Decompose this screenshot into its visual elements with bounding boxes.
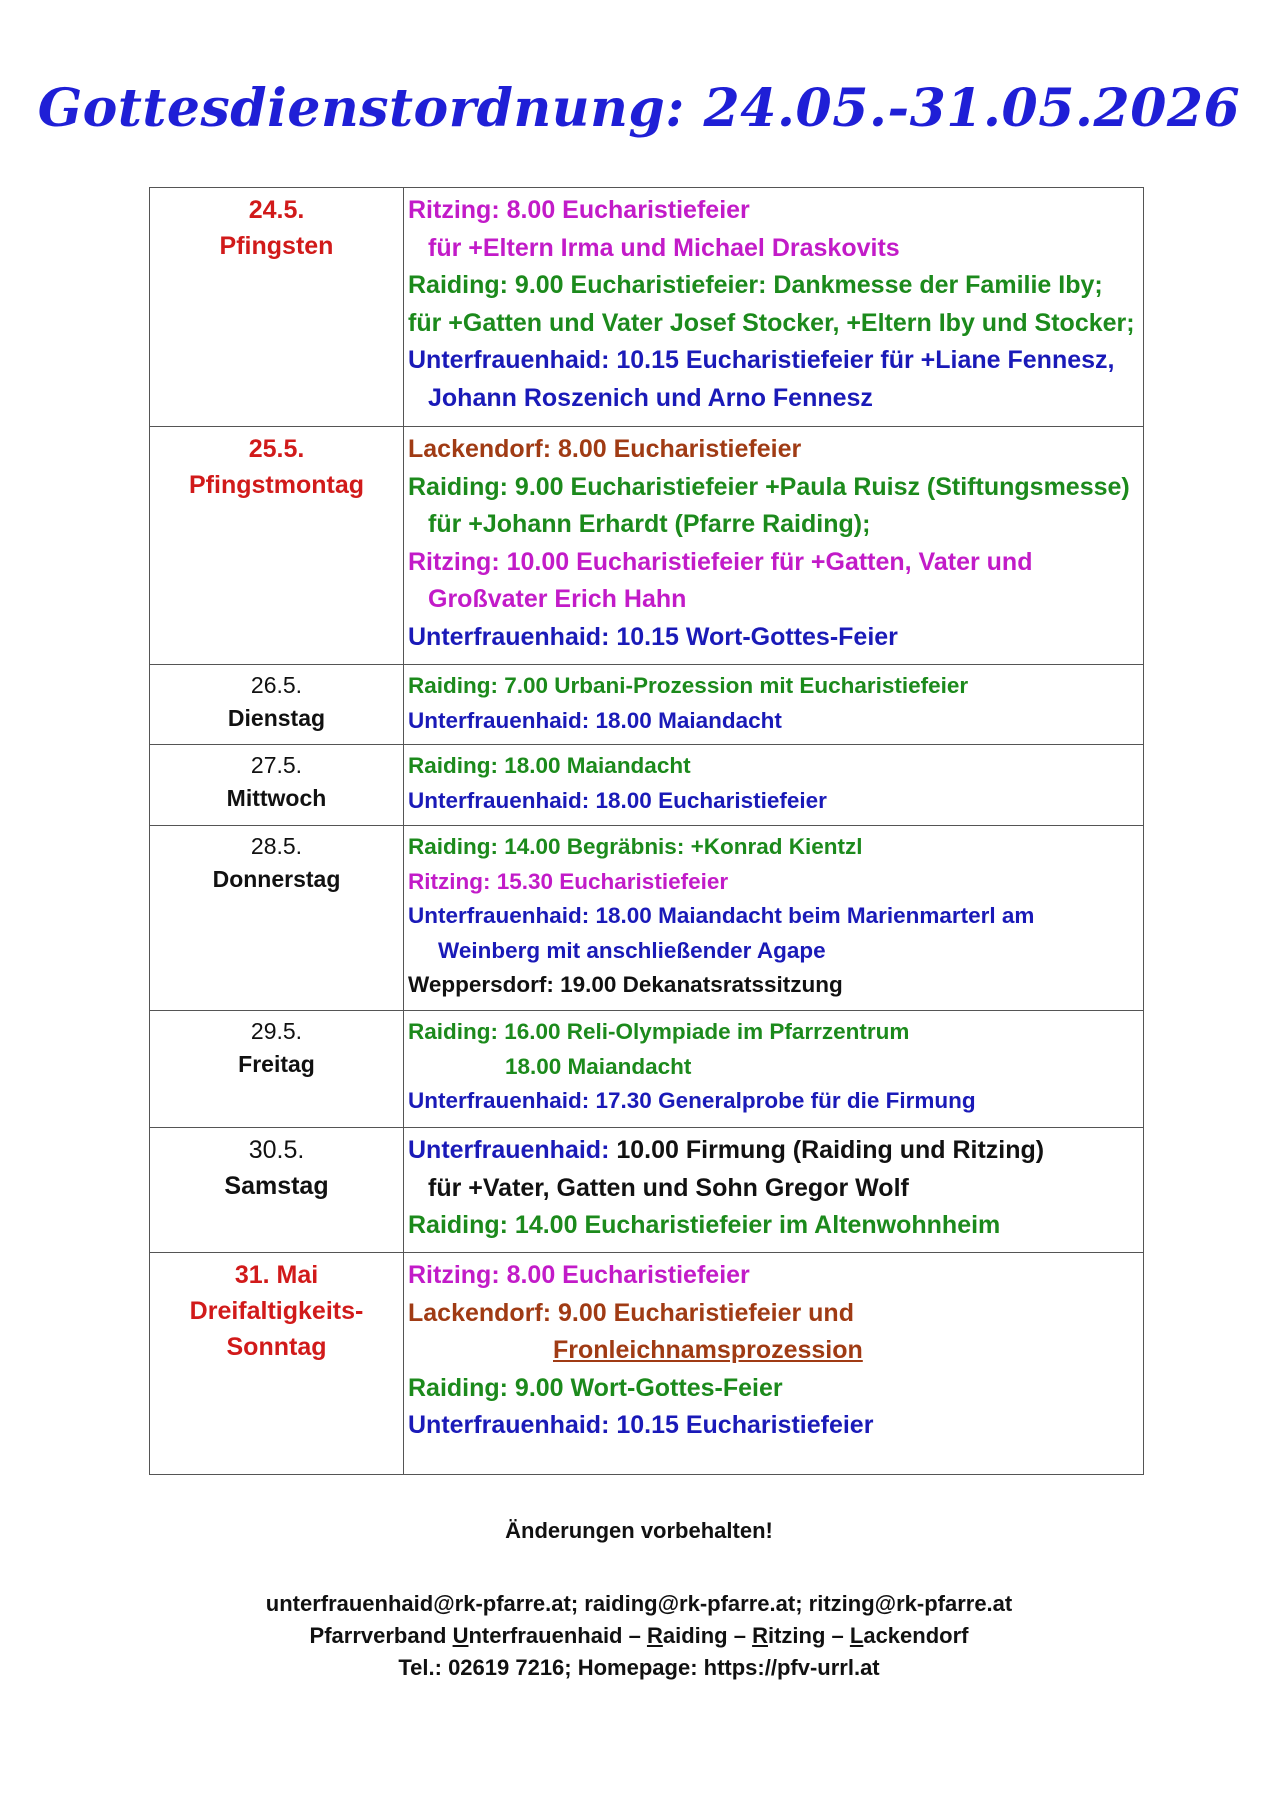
contact-emails: unterfrauenhaid@rk-pfarre.at; raiding@rk-pfarre.at; ritzing@rk-pfarre.at: [265, 1591, 1013, 1616]
service-line: Ritzing: 15.30 Eucharistiefeier: [408, 868, 729, 894]
verband-text: U: [452, 1623, 469, 1648]
date-cell: [150, 188, 404, 427]
day-label: Pfingstmontag: [189, 471, 364, 499]
services-cell: [404, 188, 1144, 427]
table-row: [150, 427, 1144, 665]
services-cell: [404, 745, 1144, 826]
date-cell: [150, 826, 404, 1011]
date-cell: [150, 1011, 404, 1128]
service-line: Großvater Erich Hahn: [428, 585, 687, 614]
day-label: Donnerstag: [212, 866, 341, 892]
service-line: Ritzing: 8.00 Eucharistiefeier: [408, 196, 750, 224]
verband-text: R: [752, 1623, 768, 1648]
service-text: 10.00 Firmung (Raiding und Ritzing): [609, 1136, 1045, 1164]
verband-text: R: [646, 1623, 663, 1648]
contact-tel: Tel.: 02619 7216; Homepage: https://pfv-urrl.at: [398, 1655, 880, 1680]
day-label: Pfingsten: [219, 232, 334, 260]
date-cell: [150, 665, 404, 745]
date-cell: [150, 1253, 404, 1475]
date-cell: [150, 745, 404, 826]
service-line: Raiding: 14.00 Begräbnis: +Konrad Kientzl: [408, 834, 863, 859]
date-cell: [150, 1128, 404, 1253]
service-line: Raiding: 9.00 Eucharistiefeier: Dankmesse der Familie Iby;: [408, 271, 1103, 300]
services-cell: [404, 665, 1144, 745]
date-label: 24.5.: [248, 196, 305, 224]
service-line: Unterfrauenhaid: 17.30 Generalprobe für die Firmung: [408, 1088, 976, 1114]
verband-text: Pfarrverband: [309, 1623, 453, 1648]
services-cell: [404, 826, 1144, 1011]
date-label: 29.5.: [250, 1018, 303, 1044]
day-label: Freitag: [238, 1051, 315, 1077]
service-line: Unterfrauenhaid: 18.00 Eucharistiefeier: [408, 787, 827, 813]
date-cell: [150, 427, 404, 665]
date-label: 26.5.: [250, 672, 303, 698]
service-line: Raiding: 18.00 Maiandacht: [408, 753, 691, 778]
service-line: Unterfrauenhaid: 18.00 Maiandacht beim Marienmarterl am: [408, 903, 1035, 929]
day-label-2: Sonntag: [226, 1333, 327, 1361]
service-line: Ritzing: 10.00 Eucharistiefeier für +Gatten, Vater und: [408, 547, 1033, 576]
service-line: Raiding: 14.00 Eucharistiefeier im Altenwohnheim: [408, 1211, 1001, 1240]
day-label: Dienstag: [227, 705, 326, 731]
verband-text: L: [849, 1623, 864, 1648]
table-row: [150, 1128, 1144, 1253]
service-line: für +Eltern Irma und Michael Draskovits: [428, 233, 900, 262]
table-row: [150, 1253, 1144, 1475]
page-title: Gottesdienstordnung: 24.05.-31.05.2026: [37, 78, 1241, 139]
table-row: [150, 1011, 1144, 1128]
date-label: 25.5.: [248, 435, 305, 463]
service-line: Raiding: 16.00 Reli-Olympiade im Pfarrzentrum: [408, 1019, 910, 1044]
date-label: 27.5.: [250, 752, 303, 778]
table-row: [150, 665, 1144, 745]
contact-block: [0, 1588, 1278, 1684]
services-cell: [404, 1253, 1144, 1475]
service-line: für +Gatten und Vater Josef Stocker, +Eltern Iby und Stocker;: [408, 308, 1135, 337]
table-row: [150, 188, 1144, 427]
service-line: für +Johann Erhardt (Pfarre Raiding);: [428, 510, 871, 539]
day-label: Samstag: [224, 1172, 329, 1200]
changes-note: Änderungen vorbehalten!: [505, 1518, 773, 1543]
service-line: Lackendorf: 8.00 Eucharistiefeier: [408, 435, 802, 463]
service-line: Ritzing: 8.00 Eucharistiefeier: [408, 1261, 750, 1289]
service-line: für +Vater, Gatten und Sohn Gregor Wolf: [428, 1173, 909, 1202]
day-label: Dreifaltigkeits-: [189, 1297, 364, 1325]
service-line: Raiding: 9.00 Wort-Gottes-Feier: [408, 1373, 783, 1402]
verband-text: nterfrauenhaid –: [468, 1623, 647, 1648]
verband-text: ackendorf: [863, 1623, 969, 1648]
services-cell: [404, 427, 1144, 665]
services-cell: [404, 1128, 1144, 1253]
service-line: Unterfrauenhaid: 18.00 Maiandacht: [408, 707, 782, 733]
schedule-table: [149, 187, 1144, 1475]
service-line: Raiding: 9.00 Eucharistiefeier +Paula Ruisz (Stiftungsmesse): [408, 472, 1130, 501]
service-line: 18.00 Maiandacht: [505, 1053, 692, 1079]
location-label: Unterfrauenhaid:: [408, 1136, 610, 1164]
day-label: Mittwoch: [226, 785, 327, 811]
service-line: Fronleichnamsprozession: [553, 1336, 863, 1365]
service-line: Unterfrauenhaid: 10.15 Eucharistiefeier: [408, 1411, 874, 1440]
date-label: 31. Mai: [234, 1261, 319, 1289]
table-row: [150, 745, 1144, 826]
service-line: Unterfrauenhaid: 10.15 Wort-Gottes-Feier: [408, 622, 898, 651]
service-line: Lackendorf: 9.00 Eucharistiefeier und: [408, 1298, 854, 1327]
service-line: Weinberg mit anschließender Agape: [438, 937, 826, 963]
service-line: [408, 1132, 1139, 1170]
date-label: 28.5.: [250, 833, 303, 859]
verband-text: aiding –: [662, 1623, 753, 1648]
date-label: 30.5.: [248, 1136, 305, 1164]
table-row: [150, 826, 1144, 1011]
contact-verband: [0, 1620, 1278, 1652]
service-line: Raiding: 7.00 Urbani-Prozession mit Eucharistiefeier: [408, 673, 969, 698]
verband-text: itzing –: [767, 1623, 850, 1648]
services-cell: [404, 1011, 1144, 1128]
service-line: Weppersdorf: 19.00 Dekanatsratssitzung: [408, 972, 843, 998]
service-line: Johann Roszenich und Arno Fennesz: [428, 383, 873, 412]
service-line: Unterfrauenhaid: 10.15 Eucharistiefeier für +Liane Fennesz,: [408, 346, 1115, 375]
